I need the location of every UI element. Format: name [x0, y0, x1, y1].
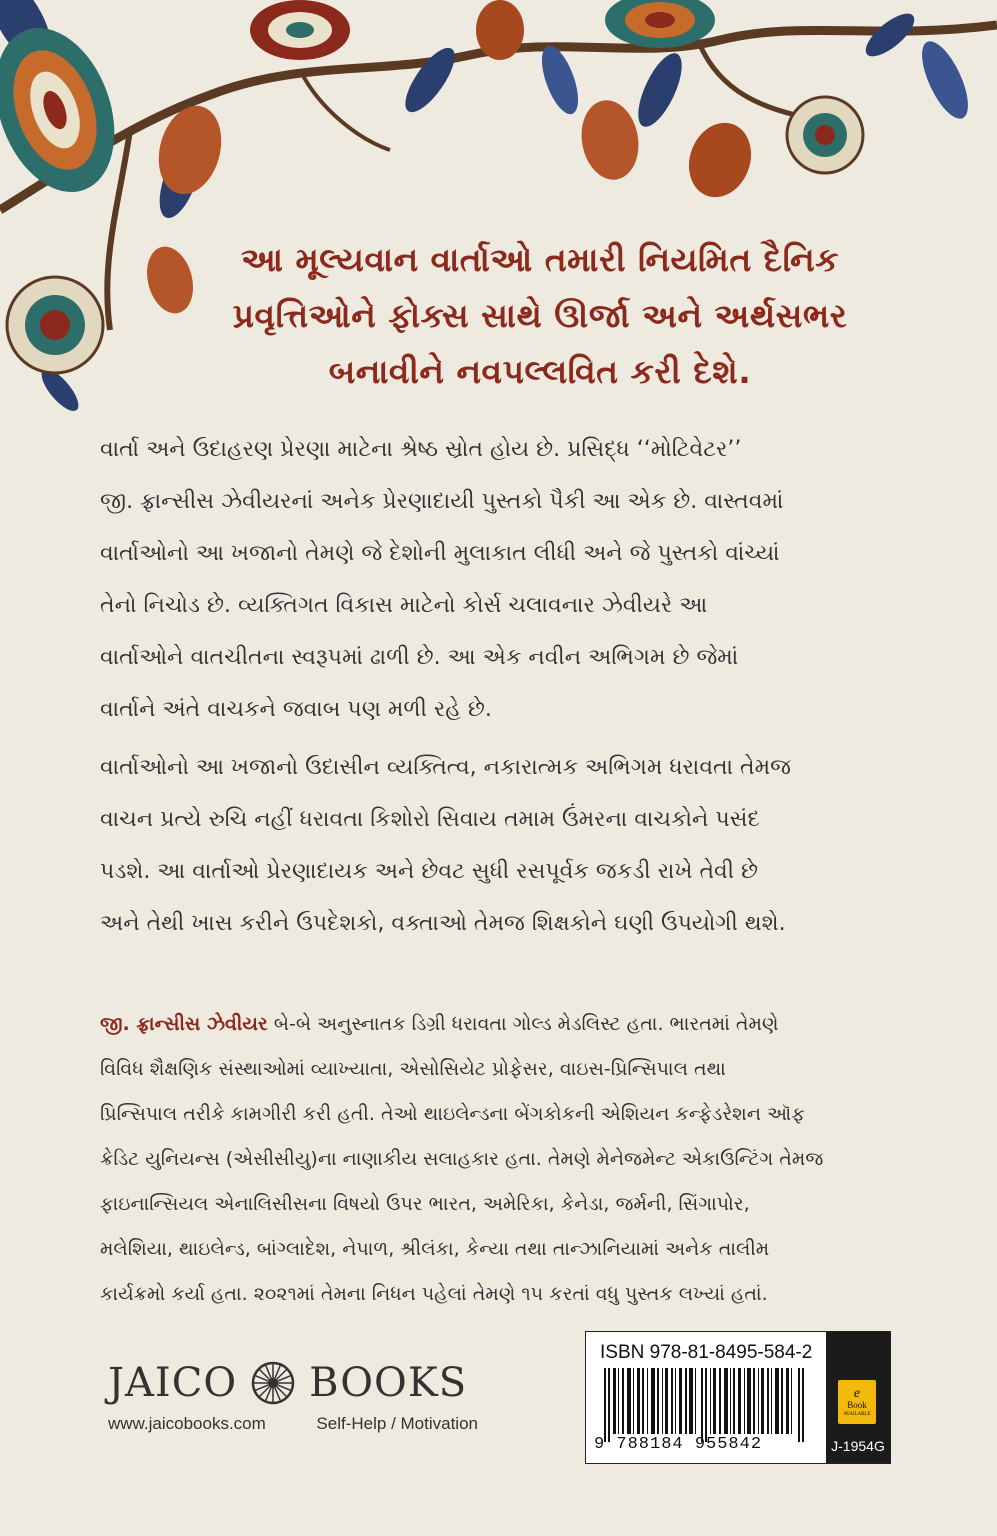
paragraph-line: અને તેથી ખાસ કરીને ઉપદેશકો, વક્તાઓ તેમજ શિક્ષકોને ઘણી ઉપયોગી થશે.	[100, 911, 786, 936]
author-bio-text: બે-બે અનુસ્નાતક ડિગ્રી ધરાવતા ગોલ્ડ મેડલિસ્ટ હતા. ભારતમાં તેમણે	[267, 1013, 779, 1035]
paragraph-line: ફાઇનાન્સિયલ એનાલિસીસના વિષયો ઉપર ભારત, અમેરિકા, કેનેડા, જર્મની, સિંગાપોર,	[100, 1193, 750, 1215]
paragraph-line: વાર્તાઓને વાતચીતના સ્વરૂપમાં ઢાળી છે. આ એક નવીન અભિગમ છે જેમાં	[100, 645, 739, 670]
paragraph-line: મલેશિયા, થાઇલેન્ડ, બાંગ્લાદેશ, નેપાળ, શ્રીલંકા, કેન્યા તથા તાન્ઝાનિયામાં અનેક તાલીમ	[100, 1238, 770, 1260]
publisher-website: www.jaicobooks.com	[108, 1414, 266, 1433]
paragraph-line: પ્રિન્સિપાલ તરીકે કામગીરી કરી હતી. તેઓ થાઇલેન્ડના બેંગકોકની એશિયન કન્ફેડરેશન ઑફ	[100, 1103, 805, 1125]
tagline-line-3: બનાવીને નવપલ્લવિત કરી દેશે.	[328, 352, 752, 391]
wheel-icon	[251, 1361, 295, 1405]
paragraph-line: જી. ફ્રાન્સીસ ઝેવીયરનાં અનેક પ્રેરણાદાયી પુસ્તકો પૈકી આ એક છે. વાસ્તવમાં	[100, 489, 784, 514]
paragraph-line	[100, 1002, 900, 1047]
book-category: Self-Help / Motivation	[316, 1414, 478, 1433]
isbn-label: ISBN 978-81-8495-584-2	[600, 1342, 813, 1363]
ebook-available-text: AVAILABLE	[843, 1412, 871, 1417]
author-name: જી. ફ્રાન્સીસ ઝેવીયર	[100, 1013, 268, 1035]
ebook-book-text: Book	[847, 1400, 867, 1410]
paragraph-line: વાર્તા અને ઉદાહરણ પ્રેરણા માટેના શ્રેષ્ઠ સ્રોત હોય છે. પ્રસિદ્ધ ‘‘મોટિવેટર’’	[100, 437, 742, 462]
paragraph-line: ક્રેડિટ યુનિયન્સ (એસીસીયુ)ના નાણાકીય સલાહકાર હતા. તેમણે મેનેજમેન્ટ એકાઉન્ટિંગ તેમજ	[100, 1148, 824, 1170]
paragraph-line: કાર્યક્રમો કર્યા હતા. ૨૦૨૧માં તેમના નિધન પહેલાં તેમણે ૧૫ કરતાં વધુ પુસ્તક લખ્યાં હતાં.	[100, 1283, 768, 1305]
product-code: J-1954G	[831, 1438, 885, 1454]
paragraph-line: વિવિધ શૈક્ષણિક સંસ્થાઓમાં વ્યાખ્યાતા, એસોસિયેટ પ્રોફેસર, વાઇસ-પ્રિન્સિપાલ તથા	[100, 1058, 726, 1080]
description-paragraph-1	[100, 424, 900, 736]
publisher-block	[108, 1360, 488, 1434]
barcode-digits: 9 788184 955842	[594, 1435, 763, 1454]
description-paragraph-2	[100, 742, 900, 950]
paragraph-line: પડશે. આ વાર્તાઓ પ્રેરણાદાયક અને છેવટ સુધી રસપૂર્વક જકડી રાખે તેવી છે	[100, 859, 759, 884]
product-code-strip	[826, 1332, 890, 1463]
tagline	[180, 232, 900, 400]
paragraph-line: વાર્તાઓનો આ ખજાનો ઉદાસીન વ્યક્તિત્વ, નકારાત્મક અભિગમ ધરાવતા તેમજ	[100, 755, 791, 780]
logo-text-left: JAICO	[108, 1360, 238, 1406]
tagline-line-1: આ મૂલ્યવાન વાર્તાઓ તમારી નિયમિત દૈનિક	[241, 240, 839, 279]
paragraph-line: તેનો નિચોડ છે. વ્યક્તિગત વિકાસ માટેનો કોર્સ ચલાવનાર ઝેવીયરે આ	[100, 593, 708, 618]
author-bio	[100, 1002, 900, 1317]
ebook-available-icon	[838, 1380, 876, 1424]
logo-text-right: BOOKS	[309, 1360, 468, 1406]
publisher-subline	[108, 1414, 478, 1434]
paragraph-line: વાર્તાઓનો આ ખજાનો તેમણે જે દેશોની મુલાકાત લીધી અને જે પુસ્તકો વાંચ્યાં	[100, 541, 780, 566]
isbn-barcode-box	[585, 1331, 891, 1464]
paragraph-line: વાર્તાને અંતે વાચકને જવાબ પણ મળી રહે છે.	[100, 697, 492, 722]
barcode-bars	[600, 1368, 812, 1442]
ebook-e-text: e	[853, 1386, 861, 1401]
paragraph-line: વાચન પ્રત્યે રુચિ નહીં ધરાવતા કિશોરો સિવાય તમામ ઉંમરના વાચકોને પસંદ	[100, 807, 760, 832]
publisher-logo	[108, 1360, 488, 1406]
tagline-line-2: પ્રવૃત્તિઓને ફોક્સ સાથે ઊર્જા અને અર્થસભર	[232, 296, 848, 335]
